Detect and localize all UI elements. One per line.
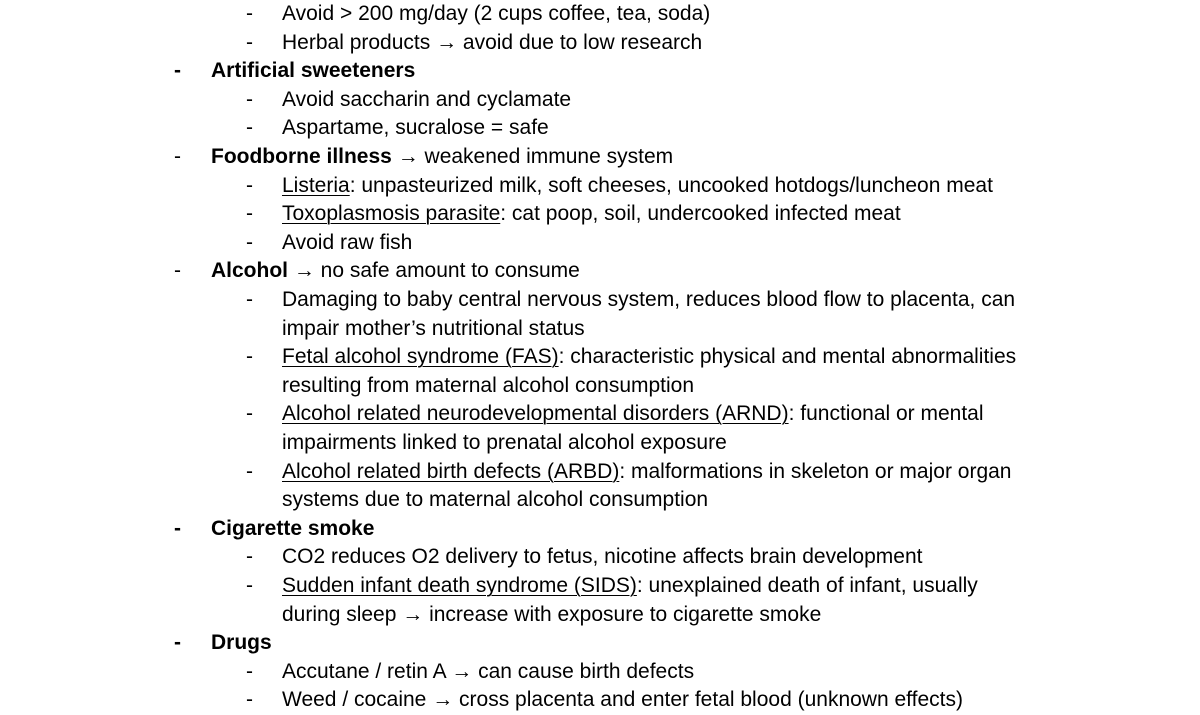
bullet: - — [246, 459, 253, 483]
item-text: systems due to maternal alcohol consumption — [282, 488, 709, 512]
term: Toxoplasmosis parasite — [282, 202, 501, 226]
item-text — [282, 572, 978, 601]
bullet: - — [174, 516, 181, 540]
term: Alcohol related neurodevelopmental disorders (ARND) — [282, 402, 789, 426]
item-text: Weed / cocaine → cross placenta and enter fetal blood (unknown effects) — [282, 688, 963, 712]
item-text — [282, 400, 984, 429]
term: Alcohol related birth defects (ARBD) — [282, 459, 620, 483]
bullet: - — [246, 2, 253, 25]
bullet: - — [246, 173, 253, 197]
bullet: - — [246, 659, 253, 683]
item-text: Avoid saccharin and cyclamate — [282, 87, 572, 111]
item-text: Accutane / retin A → can cause birth defects — [282, 659, 695, 683]
bullet: - — [246, 288, 253, 311]
bullet: - — [174, 59, 181, 83]
item-text: during sleep → increase with exposure to cigarette smoke — [282, 602, 822, 626]
bullet: - — [246, 30, 253, 54]
item-text — [282, 343, 1016, 372]
item-text: impairments linked to prenatal alcohol exposure — [282, 431, 727, 454]
bullet: - — [246, 688, 253, 712]
bullet: - — [174, 145, 181, 168]
item-text — [282, 200, 901, 229]
item-text — [211, 143, 673, 172]
bullet: - — [246, 402, 253, 426]
bullet: - — [246, 116, 253, 140]
heading-note: → no safe amount to consume — [288, 259, 580, 283]
term: Listeria — [282, 173, 350, 197]
item-text — [211, 257, 580, 286]
bullet: - — [246, 545, 253, 569]
definition: : unexplained death of infant, usually — [636, 574, 978, 597]
definition: : unpasteurized milk, soft cheeses, uncooked hotdogs/luncheon meat — [349, 173, 993, 197]
item-text — [282, 458, 1011, 487]
item-text — [282, 172, 993, 201]
item-text: impair mother’s nutritional status — [282, 316, 585, 340]
item-text: CO2 reduces O2 delivery to fetus, nicotine affects brain development — [282, 545, 923, 569]
definition: : cat poop, soil, undercooked infected meat — [500, 202, 901, 226]
bullet: - — [174, 631, 181, 655]
section-heading: Drugs — [211, 631, 272, 655]
term: Sudden infant death syndrome (SIDS) — [282, 574, 637, 597]
bullet: - — [246, 345, 253, 369]
bullet: - — [246, 87, 253, 111]
bullet: - — [246, 230, 253, 254]
item-text: Aspartame, sucralose = safe — [282, 116, 549, 140]
definition: : malformations in skeleton or major organ — [619, 459, 1012, 483]
heading-note: → weakened immune system — [391, 145, 674, 168]
section-heading: Artificial sweeteners — [211, 59, 416, 83]
definition: : functional or mental — [788, 402, 984, 426]
item-text: Avoid > 200 mg/day (2 cups coffee, tea, soda) — [282, 2, 711, 25]
section-heading: Alcohol — [211, 259, 288, 283]
bullet: - — [246, 574, 253, 597]
bullet: - — [174, 259, 181, 283]
term: Fetal alcohol syndrome (FAS) — [282, 345, 559, 369]
item-text: resulting from maternal alcohol consumption — [282, 373, 695, 397]
item-text: Avoid raw fish — [282, 230, 413, 254]
item-text: Damaging to baby central nervous system, reduces blood flow to placenta, can — [282, 288, 1016, 311]
section-heading: Cigarette smoke — [211, 516, 375, 540]
section-heading: Foodborne illness — [211, 145, 392, 168]
bullet: - — [246, 202, 253, 226]
definition: : characteristic physical and mental abnormalities — [558, 345, 1017, 369]
item-text: Herbal products → avoid due to low research — [282, 30, 703, 54]
